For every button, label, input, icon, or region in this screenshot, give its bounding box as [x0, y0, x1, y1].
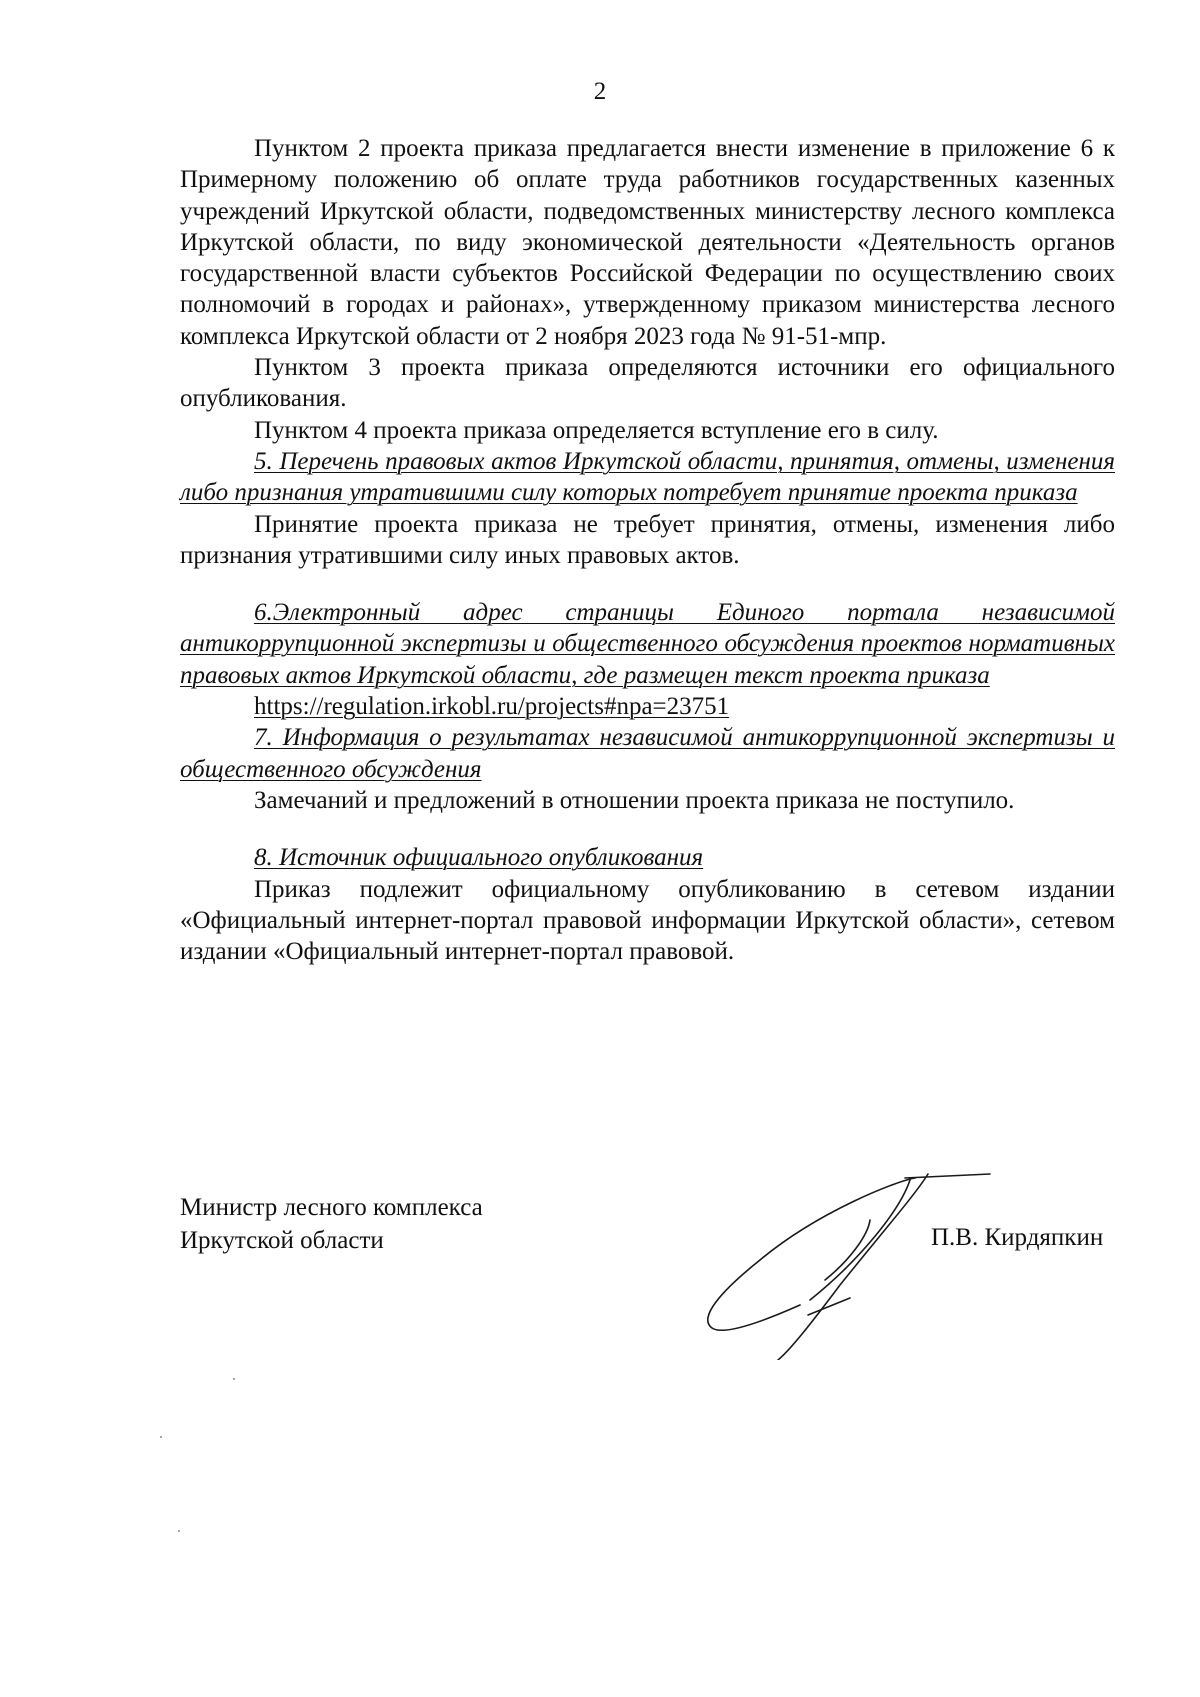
section-5-text: Принятие проекта приказа не требует принятия, отмены, изменения либо признания утратившими силу иных правовых актов.: [180, 510, 1115, 569]
scan-speck: [178, 1530, 180, 1532]
signer-position: [180, 1191, 483, 1257]
section-heading-5: 5. Перечень правовых актов Иркутской области, принятия, отмены, изменения либо признания утратившими силу которых потребует принятие проекта приказа: [180, 447, 1115, 507]
section-8-text: Приказ подлежит официальному опубликованию в сетевом издании «Официальный интернет-портал правовой информации Иркутской области», сетевом издании «Официальный интернет-портал правовой.: [180, 875, 1115, 966]
page-number: 2: [593, 78, 607, 105]
document-body: [180, 133, 1115, 967]
paragraph-item-3: Пунктом 3 проекта приказа определяются источники его официального опубликования.: [180, 354, 1115, 413]
section-7-text: Замечаний и предложений в отношении проекта приказа не поступило.: [254, 786, 1015, 814]
paragraph-item-4: Пунктом 4 проекта приказа определяется вступление его в силу.: [254, 416, 939, 444]
scan-speck: [160, 1436, 162, 1438]
scan-speck: [233, 1378, 235, 1380]
signer-position-line-1: Министр лесного комплекса: [180, 1194, 483, 1221]
signer-position-line-2: Иркутской области: [180, 1227, 384, 1254]
portal-link[interactable]: https://regulation.irkobl.ru/projects#npa=23751: [254, 693, 730, 721]
section-heading-6: 6.Электронный адрес страницы Единого портала независимой антикоррупционной экспертизы и общественного обсуждения проектов нормативных правовых актов Иркутской области, где размещен текст проекта приказа: [180, 599, 1115, 689]
paragraph-item-2: Пунктом 2 проекта приказа предлагается внести изменение в приложение 6 к Примерному положению об оплате труда работников государственных казенных учреждений Иркутской области, подведомственных министерству лесного комплекса Иркутской области, по виду экономической деятельности «Деятельность органов государственной власти субъектов Российской Федерации по осуществлению своих полномочий в городах и районах», утвержденному приказом министерства лесного комплекса Иркутской области от 2 ноября 2023 года № 91-51-мпр.: [180, 135, 1115, 350]
signer-name: П.В. Кирдяпкин: [931, 1224, 1104, 1251]
section-heading-8: 8. Источник официального опубликования: [254, 844, 704, 872]
section-heading-7: 7. Информация о результатах независимой антикоррупционной экспертизы и общественного обсуждения: [180, 724, 1115, 783]
